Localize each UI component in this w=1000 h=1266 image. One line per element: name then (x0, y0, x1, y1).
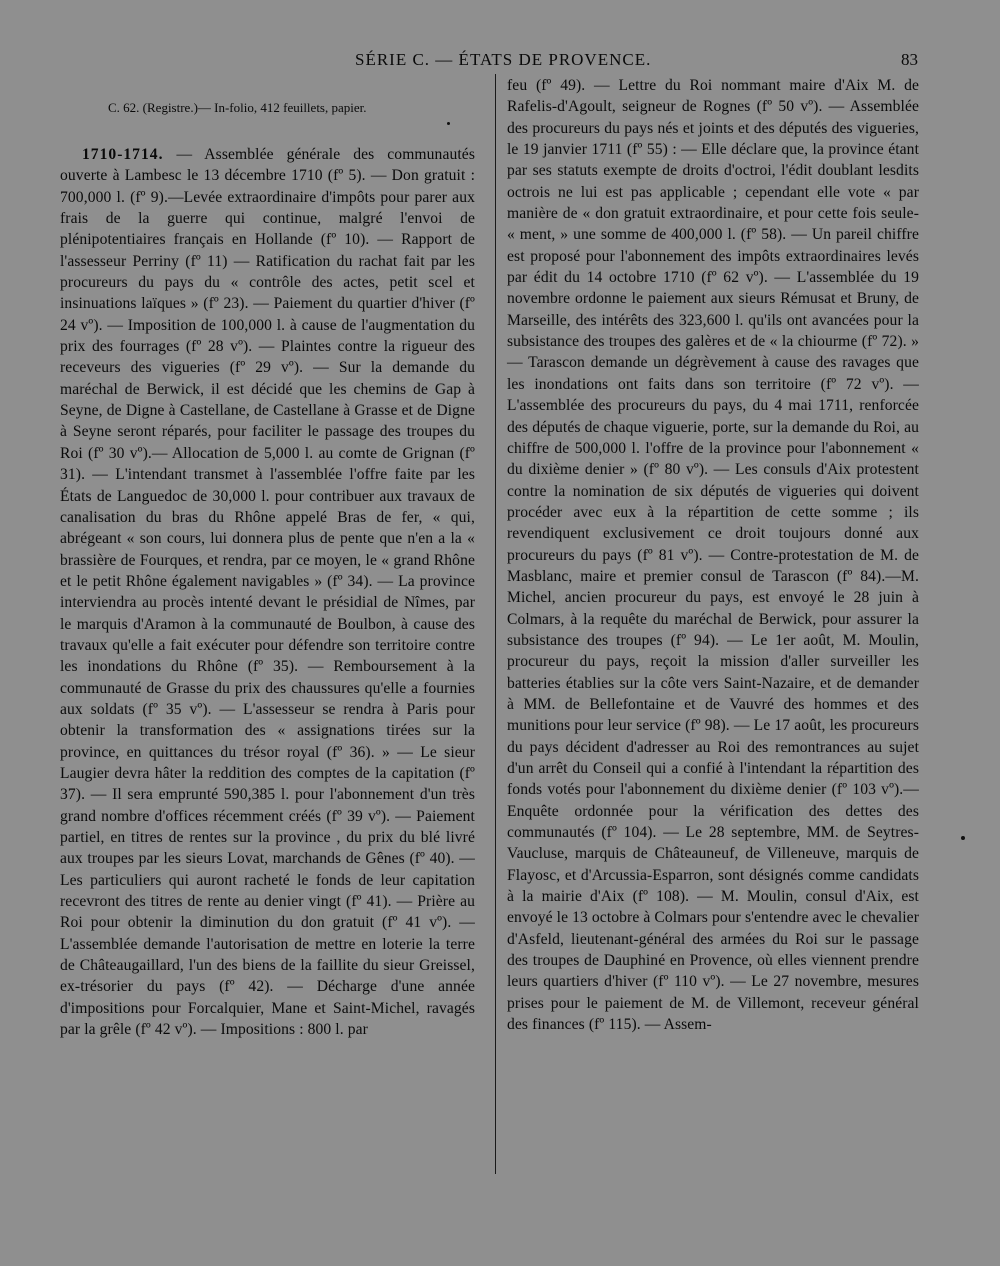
entry-text-left (60, 144, 475, 1040)
entry-text-right: feu (fº 49). — Lettre du Roi nommant maire d'Aix M. de Rafelis-d'Agoult, seigneur de Rognes (fº 50 vº). — Assemblée des procureurs du pays nés et joints et des députés des vigueries, le 19 janvier 1711 (fº 55) : — Elle déclare que, la province étant par ses statuts exempte de droits d'octroi, l'édit doublant lesdits octrois ne lui est pas applicable ; cependant elle vote « par manière de « don gratuit extraordinaire, et pour cette fois seule- « ment, » une somme de 400,000 l. (fº 58). — Un pareil chiffre est proposé pour l'abonnement des impôts extraordinaires levés par édit du 14 octobre 1710 (fº 62 vº). — L'assemblée du 19 novembre ordonne le paiement aux sieurs Rémusat et Bruny, de Marseille, des intérêts des 323,600 l. qu'ils ont avancées pour la subsistance des troupes des galères et de « la chiourme (fº 72). » — Tarascon demande un dégrèvement à cause des ravages que les inondations ont faits dans son territoire (fº 72 vº). — L'assemblée des procureurs du pays, du 4 mai 1711, renforcée des députés de chaque viguerie, porte, sur la demande du Roi, au chiffre de 500,000 l. l'offre de la province pour l'abonnement « du dixième denier » (fº 80 vº). — Les consuls d'Aix protestent contre la nomination de six députés de vigueries qui doivent procéder avec eux à la répartition de cette somme ; ils revendiquent exclusivement ce droit toujours donné aux procureurs du pays (fº 81 vº). — Contre-protestation de M. de Masblanc, maire et premier consul de Tarascon (fº 84).—M. Michel, ancien procureur du pays, est envoyé le 28 juin à Colmars, à la requête du maréchal de Berwick, pour assurer la subsistance des troupes (fº 94). — Le 1er août, M. Moulin, procureur du pays, reçoit la mission d'aller surveiller les batteries établies sur la côte vers Saint-Nazaire, et de demander à MM. de Bellefontaine et de Vauvré des hommes et des munitions pour leur service (fº 98). — Le 17 août, les procureurs du pays décident d'adresser au Roi des remontrances au sujet d'un arrêt du Conseil qui a confié à l'intendant la répartition des fonds votés pour l'abonnement du dixième denier (fº 103 vº).— Enquête ordonnée pour la vérification des dettes des communautés (fº 104). — Le 28 septembre, MM. de Seytres-Vaucluse, marquis de Châteauneuf, de Villeneuve, marquis de Flayosc, et d'Arcussia-Esparron, sont désignés comme candidats à la mairie d'Aix (fº 108). — M. Moulin, consul d'Aix, est envoyé le 13 octobre à Colmars pour s'entendre avec le chevalier d'Asfeld, lieutenant-général des armées du Roi sur le passage des troupes de Dauphiné en Provence, où elles viennent prendre leurs quartiers d'hiver (fº 110 vº). — Le 27 novembre, mesures prises pour le paiement de M. de Villemont, receveur général des finances (fº 115). — Assem- (507, 77, 919, 1034)
page-number: 83 (901, 50, 918, 69)
series-title: SÉRIE C. — ÉTATS DE PROVENCE. (355, 50, 652, 69)
entry-left-column (60, 144, 475, 1040)
column-divider (495, 74, 496, 1174)
ink-speck (961, 836, 965, 840)
entry-years: 1710-1714. (82, 146, 164, 163)
register-description: C. 62. (Registre.)— In-folio, 412 feuillets, papier. (108, 100, 367, 115)
running-head (0, 50, 1000, 74)
entry-right-column (507, 75, 919, 1035)
entry-body-left: — Assemblée générale des communautés ouverte à Lambesc le 13 décembre 1710 (fº 5). — Don gratuit : 700,000 l. (fº 9).—Levée extraordinaire d'impôts pour parer aux frais de la guerre qui continue, malgré l'envoi de plénipotentiaires français en Hollande (fº 10). — Rapport de l'assesseur Perriny (fº 11) — Ratification du rachat fait par les procureurs du pays du « contrôle des actes, petit scel et insinuations laïques » (fº 23). — Paiement du quartier d'hiver (fº 24 vº). — Imposition de 100,000 l. à cause de l'augmentation du prix des fourrages (fº 28 vº). — Plaintes contre la rigueur des receveurs des vigueries (fº 29 vº). — Sur la demande du maréchal de Berwick, il est décidé que les chemins de Gap à Seyne, de Digne à Castellane, de Castellane à Grasse et de Digne à Seyne seront réparés, pour faciliter le passage des troupes du Roi (fº 30 vº).— Allocation de 5,000 l. au comte de Grignan (fº 31). — L'intendant transmet à l'assemblée l'offre faite par les États de Languedoc de 30,000 l. pour contribuer aux travaux de canalisation du bras du Rhône appelé Bras de fer, « qui, abrégeant « son cours, lui donnera plus de pente que n'en a la « brassière de Fourques, et rendra, par ce moyen, le « grand Rhône et le petit Rhône également navigables » (fº 34). — La province interviendra au procès intenté devant le présidial de Nîmes, par le marquis d'Aramon à la communauté de Boulbon, à cause des travaux qu'elle a fait exécuter pour défendre son territoire contre les inondations du Rhône (fº 35). — Remboursement à la communauté de Grasse du prix des chaussures qu'elle a fournies aux soldats (fº 35 vº). — L'assesseur se rendra à Paris pour obtenir la transformation des « assignations tirées sur la province, en quittances du trésor royal (fº 36). » — Le sieur Laugier devra hâter la reddition des comptes de la capitation (fº 37). — Il sera emprunté 590,385 l. pour l'abonnement d'un très grand nombre d'offices récemment créés (fº 39 vº). — Paiement partiel, en titres de rentes sur la province , du prix du blé livré aux troupes par les sieurs Lovat, marchands de Gênes (fº 40). — Les particuliers qui auront racheté le fonds de leur capitation recevront des titres de rente au denier vingt (fº 41). — Prière au Roi pour obtenir la diminution du don gratuit (fº 41 vº). — L'assemblée demande l'autorisation de mettre en loterie la terre de Châteaugaillard, l'un des biens de la faillite du sieur Greissel, ex-trésorier du pays (fº 42). — Décharge d'une année d'impositions pour Forcalquier, Mane et Saint-Michel, ravagés par la grêle (fº 42 vº). — Impositions : 800 l. par (60, 146, 475, 1039)
ink-speck (447, 122, 450, 125)
